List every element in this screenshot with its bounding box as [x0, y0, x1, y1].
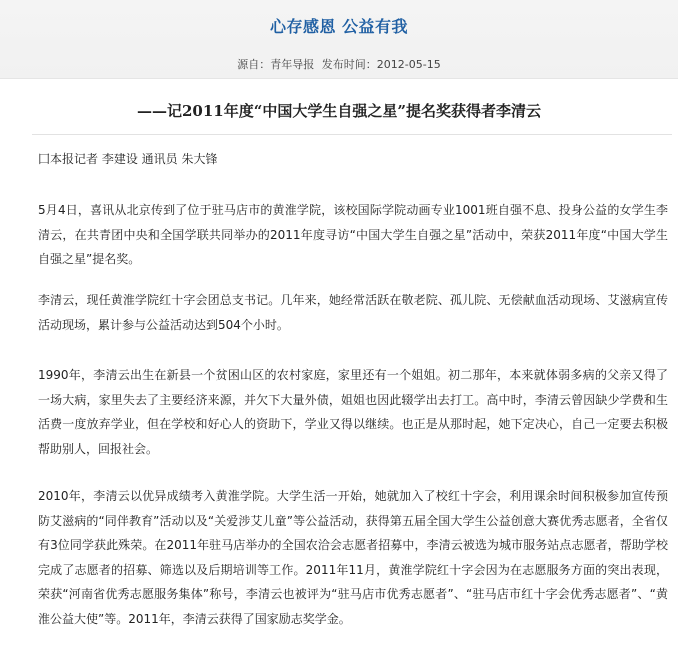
- publish-date: 发布时间：2012-05-15: [321, 58, 441, 71]
- source-label: 源自：青年导报: [237, 58, 315, 71]
- article-meta: [0, 56, 678, 72]
- byline: 囗本报记者 李建设 通讯员 朱大锋: [38, 152, 218, 166]
- paragraph-2: 李清云，现任黄淮学院红十字会团总支书记。几年来，她经常活跃在敬老院、孤儿院、无偿献血活动现场、艾滋病宣传活动现场，累计参与公益活动达到504个小时。: [38, 293, 668, 332]
- page-title: 心存感恩 公益有我: [269, 17, 409, 36]
- article-header: [0, 0, 678, 79]
- paragraph-1: 5月4日，喜讯从北京传到了位于驻马店市的黄淮学院，该校国际学院动画专业1001班自强不息、投身公益的女学生李清云，在共青团中央和全国学联共同举办的2011年度寻访“中国大学生自强之星”活动中，荣获2011年度“中国大学生自强之星”提名奖。: [38, 203, 668, 266]
- paragraph-4: 2010年，李清云以优异成绩考入黄淮学院。大学生活一开始，她就加入了校红十字会，利用课余时间积极参加宣传预防艾滋病的“同伴教育”活动以及“关爱涉艾儿童”等公益活动，获得第五届全国大学生公益创意大赛优秀志愿者，全省仅有3位同学获此殊荣。在2011年驻马店举办的全国农洽会志愿者招募中，李清云被选为城市服务站点志愿者，帮助学校完成了志愿者的招募、筛选以及后期培训等工作。2011年11月，黄淮学院红十字会因为在志愿服务方面的突出表现，荣获“河南省优秀志愿服务集体”称号，李清云也被评为“驻马店市优秀志愿者”、“驻马店市红十字会优秀志愿者”、“黄淮公益大使”等。2011年，李清云获得了国家励志奖学金。: [38, 489, 668, 626]
- paragraph-3: 1990年，李清云出生在新县一个贫困山区的农村家庭，家里还有一个姐姐。初二那年，本来就体弱多病的父亲又得了一场大病，家里失去了主要经济来源，并欠下大量外债，姐姐也因此辍学出去打工。高中时，李清云曾因缺少学费和生活费一度放弃学业，但在学校和好心人的资助下，学业又得以继续。也正是从那时起，她下定决心，自己一定要去积极帮助别人，回报社会。: [38, 368, 668, 456]
- divider: [32, 134, 672, 135]
- article-subtitle: ——记2011年度“中国大学生自强之星”提名奖获得者李清云: [136, 102, 541, 120]
